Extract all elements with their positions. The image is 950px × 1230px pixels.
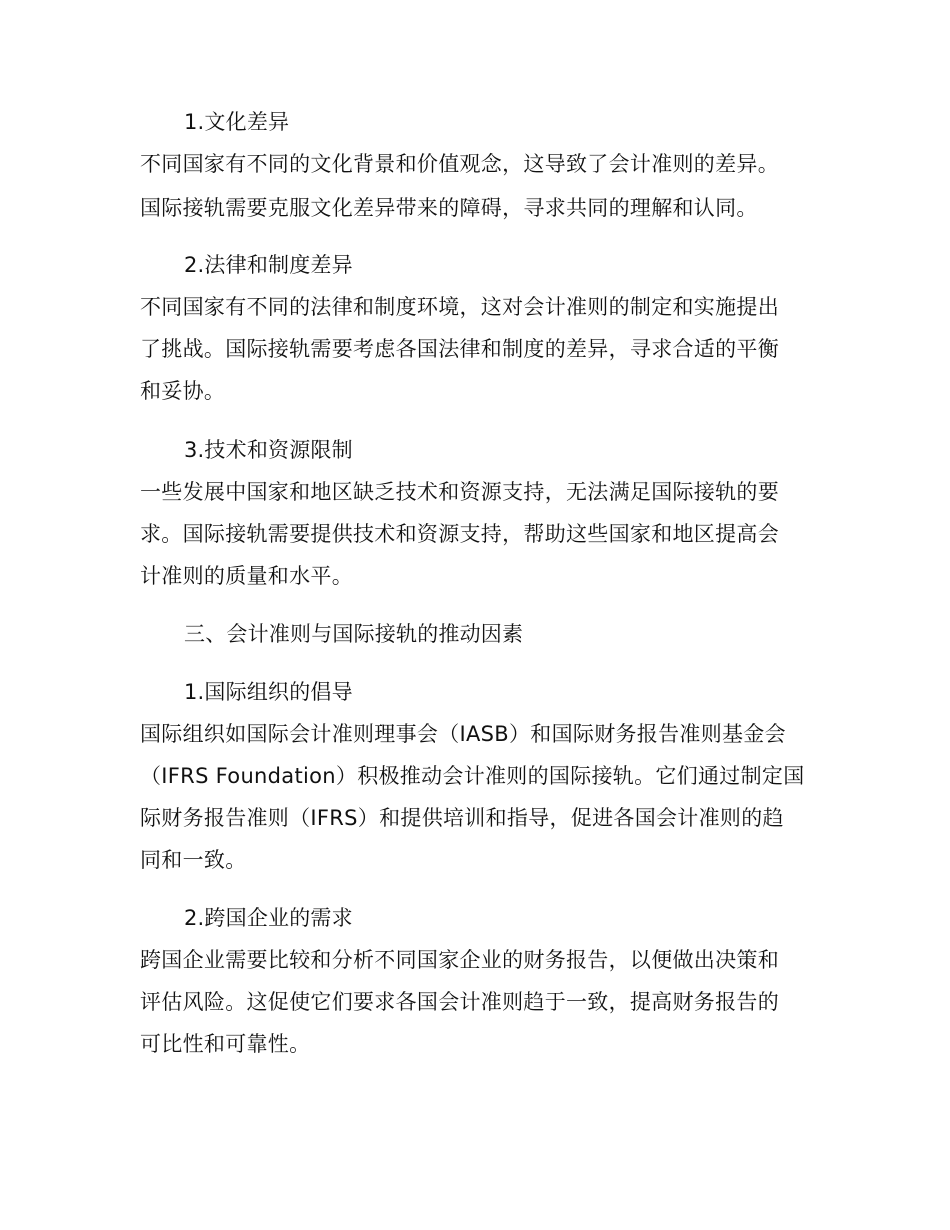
paragraph-line: 一些发展中国家和地区缺乏技术和资源支持，无法满足国际接轨的要	[140, 480, 779, 504]
paragraph-line: 和妥协。	[140, 379, 226, 403]
paragraph-line: 评估风险。这促使它们要求各国会计准则趋于一致，提高财务报告的	[140, 990, 779, 1014]
paragraph-line: 跨国企业需要比较和分析不同国家企业的财务报告，以便做出决策和	[140, 948, 779, 972]
paragraph-line: 求。国际接轨需要提供技术和资源支持，帮助这些国家和地区提高会	[140, 522, 779, 546]
paragraph-line: 际财务报告准则（IFRS）和提供培训和指导，促进各国会计准则的趋	[140, 806, 784, 830]
paragraph-line: 了挑战。国际接轨需要考虑各国法律和制度的差异，寻求合适的平衡	[140, 337, 779, 361]
paragraph-line: 可比性和可靠性。	[140, 1032, 311, 1056]
paragraph-line: 同和一致。	[140, 848, 247, 872]
paragraph-line: 国际组织如国际会计准则理事会（IASB）和国际财务报告准则基金会	[140, 722, 786, 746]
chapter-heading: 三、会计准则与国际接轨的推动因素	[184, 622, 524, 646]
paragraph-line: 不同国家有不同的文化背景和价值观念，这导致了会计准则的差异。	[140, 152, 779, 176]
paragraph-line: 不同国家有不同的法律和制度环境，这对会计准则的制定和实施提出	[140, 295, 779, 319]
section-heading: 1.文化差异	[184, 110, 290, 134]
paragraph-line: 计准则的质量和水平。	[140, 564, 353, 588]
paragraph-line: （IFRS Foundation）积极推动会计准则的国际接轨。它们通过制定国	[140, 764, 805, 788]
section-heading: 3.技术和资源限制	[184, 438, 353, 462]
section-heading: 2.跨国企业的需求	[184, 906, 353, 930]
paragraph-line: 国际接轨需要克服文化差异带来的障碍，寻求共同的理解和认同。	[140, 196, 758, 220]
section-heading: 2.法律和制度差异	[184, 253, 353, 277]
section-heading: 1.国际组织的倡导	[184, 680, 353, 704]
